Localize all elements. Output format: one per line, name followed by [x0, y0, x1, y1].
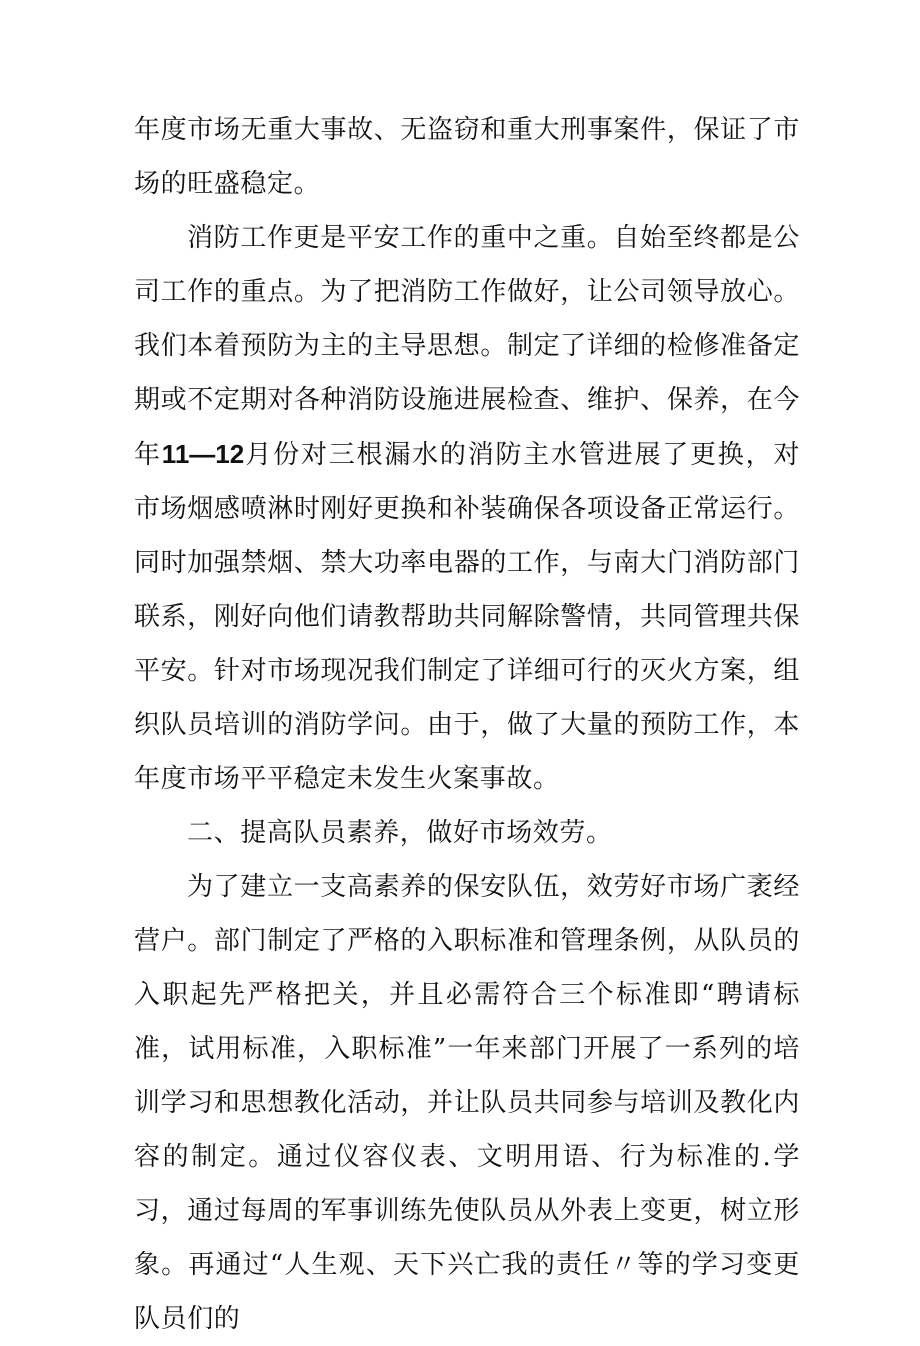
paragraph-4: 为了建立一支高素养的保安队伍，效劳好市场广袤经营户。部门制定了严格的入职标准和管理条例，从队员的入职起先严格把关，并且必需符合三个标准即“聘请标准，试用标准，入职标准”一年来部门开展了一系列的培训学习和思想教化活动，并让队员共同参与培训及教化内容的制定。通过仪容仪表、文明用语、行为标准的.学习，通过每周的军事训练先使队员从外表上变更，树立形象。再通过“人生观、天下兴亡我的责任〃等的学习变更队员们的 — [134, 872, 800, 1334]
paragraph-2-part-a: 消防工作更是平安工作的重中之重。自始至终都是公司工作的重点。为了把消防工作做好，让公司领导放心。我们本着预防为主的主导思想。制定了详细的检修准备定期或不定期对各种消防设施进展检查、维护、保养，在今年 — [134, 223, 800, 470]
paragraph-1: 年度市场无重大事故、无盗窃和重大刑事案件，保证了市场的旺盛稳定。 — [134, 115, 800, 199]
paragraph-2-part-b: 月份对三根漏水的消防主水管进展了更换，对市场烟感喷淋时刚好更换和补装确保各项设备正常运行。同时加强禁烟、禁大功率电器的工作，与南大门消防部门联系，刚好向他们请教帮助共同解除警情，共同管理共保平安。针对市场现况我们制定了详细可行的灭火方案，组织队员培训的消防学问。由于，做了大量的预防工作，本年度市场平平稳定未发生火案事故。 — [134, 440, 800, 794]
document-body — [134, 103, 800, 1346]
paragraph-2 — [134, 211, 800, 806]
section-heading-2: 二、提高队员素养，做好市场效劳。 — [187, 818, 613, 848]
month-range: 11—12 — [161, 439, 245, 469]
